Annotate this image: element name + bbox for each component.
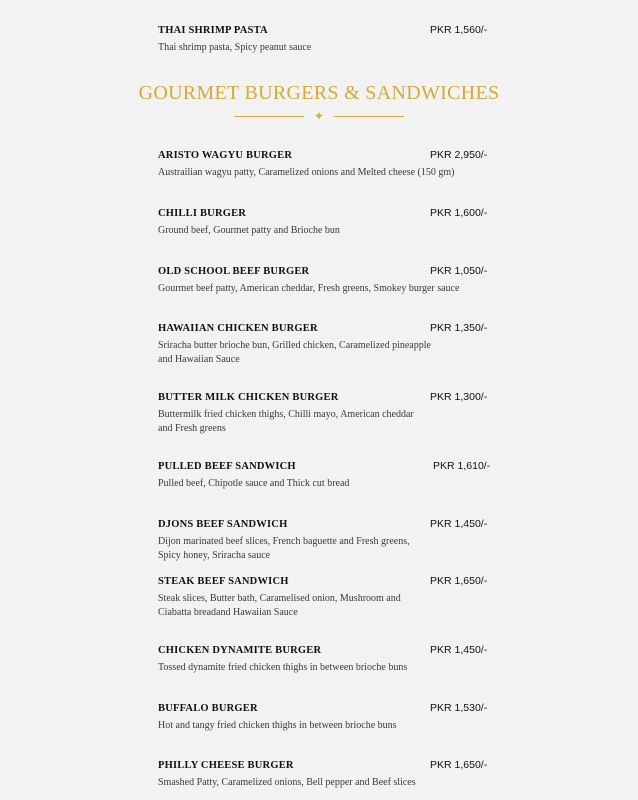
item-price: PKR 1,650/- [430, 759, 488, 771]
item-name: BUFFALO BURGER [158, 703, 258, 714]
item-name: CHICKEN DYNAMITE BURGER [158, 645, 322, 656]
menu-item [158, 149, 488, 180]
item-description: Hot and tangy fried chicken thighs in between brioche buns [158, 720, 397, 731]
menu-item [158, 518, 488, 562]
menu-item [158, 702, 488, 733]
item-description: Austrailian wagyu patty, Caramelized onions and Melted cheese (150 gm) [158, 167, 455, 178]
item-description: Tossed dynamite fried chicken thighs in between brioche buns [158, 662, 408, 673]
item-price: PKR 2,950/- [430, 149, 488, 161]
item-price: PKR 1,050/- [430, 265, 488, 277]
item-description: Pulled beef, Chipotle sauce and Thick cut bread [158, 478, 350, 489]
section-divider [234, 110, 404, 124]
item-name: PULLED BEEF SANDWICH [158, 461, 296, 472]
item-description: Buttermilk fried chicken thighs, Chilli mayo, American cheddar and Fresh greens [158, 409, 414, 434]
menu-item [158, 460, 491, 491]
item-price: PKR 1,530/- [430, 702, 488, 714]
item-name: DJONS BEEF SANDWICH [158, 519, 288, 530]
item-price: PKR 1,650/- [430, 575, 488, 587]
item-description: Sriracha butter brioche bun, Grilled chicken, Caramelized pineapple and Hawaiian Sauce [158, 340, 431, 365]
menu-item [158, 265, 488, 296]
item-description: Smashed Patty, Caramelized onions, Bell pepper and Beef slices [158, 777, 416, 788]
item-price: PKR 1,300/- [430, 391, 488, 403]
menu-item [158, 207, 488, 238]
item-description: Dijon marinated beef slices, French baguette and Fresh greens, Spicy honey, Sriracha sauce [158, 536, 410, 561]
divider-line-right [334, 116, 404, 117]
item-name: PHILLY CHEESE BURGER [158, 760, 294, 771]
menu-item [158, 644, 488, 675]
item-description: Thai shrimp pasta, Spicy peanut sauce [158, 42, 312, 53]
item-price: PKR 1,350/- [430, 322, 488, 334]
menu-item [158, 322, 488, 366]
item-name: HAWAIIAN CHICKEN BURGER [158, 323, 318, 334]
item-description: Ground beef, Gourmet patty and Brioche bun [158, 225, 340, 236]
item-name: OLD SCHOOL BEEF BURGER [158, 266, 310, 277]
menu-item [158, 575, 488, 619]
four-point-star-icon: ✦ [313, 109, 325, 123]
item-name: BUTTER MILK CHICKEN BURGER [158, 392, 339, 403]
item-price: PKR 1,560/- [430, 24, 488, 36]
item-name: CHILLI BURGER [158, 208, 247, 219]
item-price: PKR 1,610/- [433, 460, 491, 472]
item-name: THAI SHRIMP PASTA [158, 25, 268, 36]
item-description: Steak slices, Butter bath, Caramelised onion, Mushroom and Ciabatta breadand Hawaiian Sauce [158, 593, 401, 618]
menu-item [158, 759, 488, 790]
item-price: PKR 1,600/- [430, 207, 488, 219]
item-price: PKR 1,450/- [430, 518, 488, 530]
item-description: Gourmet beef patty, American cheddar, Fresh greens, Smokey burger sauce [158, 283, 460, 294]
item-price: PKR 1,450/- [430, 644, 488, 656]
section-title: GOURMET BURGERS & SANDWICHES [138, 82, 500, 104]
menu-item-thai-shrimp-pasta [158, 24, 488, 55]
item-name: STEAK BEEF SANDWICH [158, 576, 289, 587]
item-name: ARISTO WAGYU BURGER [158, 150, 293, 161]
divider-line-left [234, 116, 304, 117]
menu-item [158, 391, 488, 435]
